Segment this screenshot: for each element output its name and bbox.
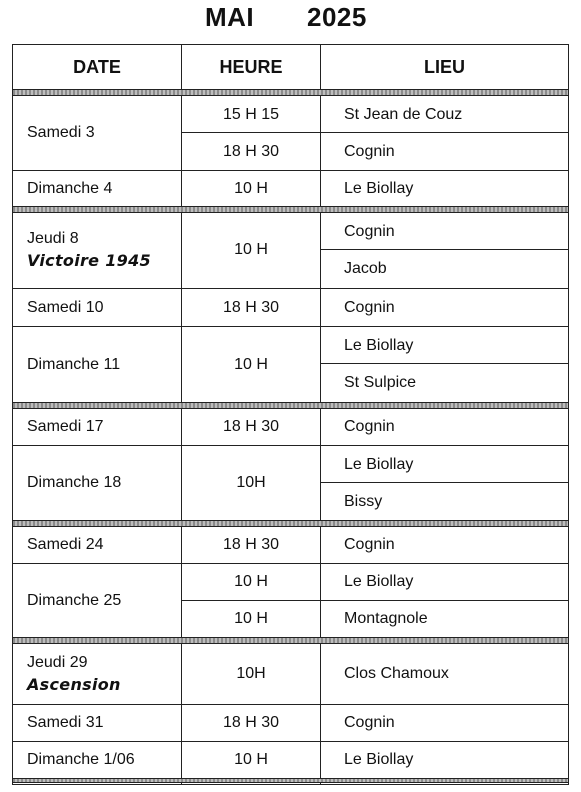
page-title: [0, 2, 581, 32]
place-cell: Le Biollay: [344, 179, 414, 197]
date-cell: Samedi 17: [27, 418, 104, 435]
hour-cell: 18 H 30: [222, 536, 280, 553]
section-separator: [13, 520, 568, 527]
date-cell: Dimanche 18: [27, 474, 122, 491]
place-cell: Montagnole: [344, 610, 428, 627]
date-cell: Dimanche 25: [27, 591, 122, 609]
hour-cell: 10 H: [234, 241, 268, 258]
place-cell: Bissy: [344, 492, 383, 510]
date-cell: Dimanche 4: [27, 179, 113, 197]
place-cell: Le Biollay: [344, 573, 414, 590]
hour-cell: 10H: [236, 474, 266, 491]
section-separator: [13, 778, 568, 783]
date-cell: Dimanche 1/06: [27, 751, 135, 768]
schedule-table: [12, 44, 569, 785]
hour-cell: 18 H 30: [222, 142, 280, 160]
place-cell: St Sulpice: [344, 374, 417, 391]
place-cell: Cognin: [344, 222, 395, 240]
hour-cell: 10H: [236, 665, 266, 682]
date-cell: Dimanche 11: [27, 355, 121, 373]
hour-cell: 10 H: [234, 751, 268, 768]
place-cell: Cognin: [344, 418, 395, 435]
header-hour: HEURE: [219, 57, 283, 77]
date-label: Jeudi 29: [27, 654, 88, 671]
title-year: 2025: [307, 2, 367, 32]
hour-cell: 18 H 30: [222, 298, 280, 316]
date-cell: Samedi 31: [27, 714, 104, 731]
date-cell: Samedi 3: [27, 124, 95, 141]
place-cell: Le Biollay: [344, 336, 414, 354]
header-date: DATE: [73, 57, 121, 77]
place-cell: Cognin: [344, 714, 395, 731]
date-cell: Samedi 10: [27, 298, 104, 316]
hour-cell: 15 H 15: [222, 105, 280, 123]
date-cell: Samedi 24: [27, 536, 104, 553]
section-separator: [13, 637, 568, 644]
place-cell: Cognin: [344, 536, 395, 553]
feast-label: Ascension: [27, 675, 121, 694]
place-cell: Clos Chamoux: [344, 665, 449, 682]
date-label: Jeudi 8: [27, 230, 79, 247]
hour-cell: 10 H: [234, 610, 268, 627]
place-cell: St Jean de Couz: [344, 105, 463, 123]
hour-cell: 10 H: [234, 355, 268, 373]
place-cell: Cognin: [344, 142, 395, 160]
date-cell: [13, 213, 181, 287]
section-separator: [13, 89, 568, 96]
hour-cell: 10 H: [234, 573, 268, 590]
hour-cell: 18 H 30: [222, 418, 280, 435]
hour-cell: 18 H 30: [222, 714, 280, 731]
title-month: MAI: [205, 2, 255, 32]
section-separator: [13, 402, 568, 409]
place-cell: Le Biollay: [344, 751, 414, 768]
place-cell: Cognin: [344, 298, 395, 316]
place-cell: Jacob: [344, 259, 387, 277]
date-cell: [13, 644, 181, 704]
place-cell: Le Biollay: [344, 455, 414, 473]
feast-label: Victoire 1945: [27, 251, 151, 270]
hour-cell: 10 H: [234, 179, 268, 197]
section-separator: [13, 206, 568, 213]
header-place: LIEU: [423, 57, 465, 77]
